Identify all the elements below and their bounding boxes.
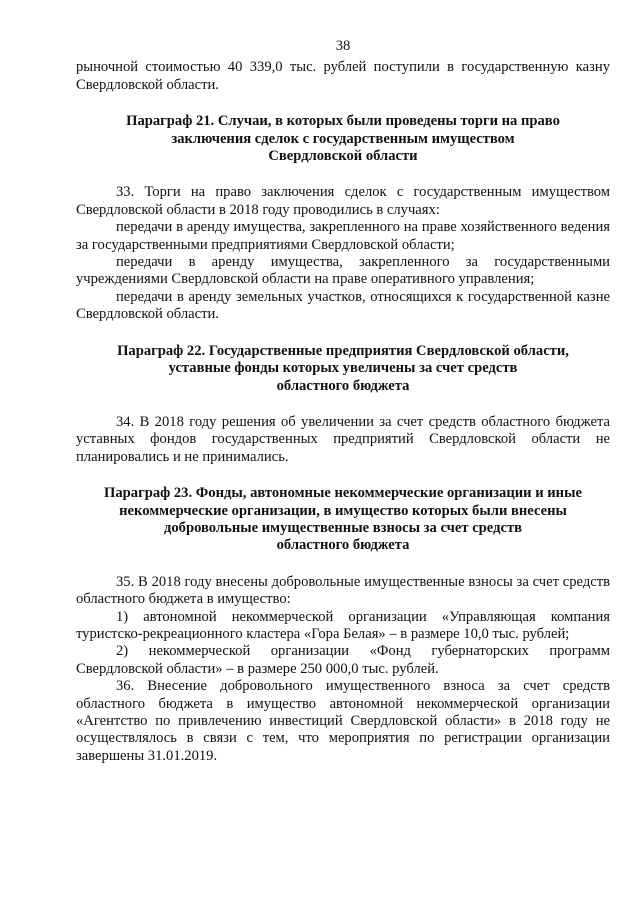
heading-line: Параграф 23. Фонды, автономные некоммерческие организации и иные — [104, 485, 582, 502]
section-heading — [76, 113, 610, 165]
heading-line: некоммерческие организации, в имущество которых были внесены — [119, 502, 567, 519]
heading-line: заключения сделок с государственным имуществом — [171, 130, 515, 147]
list-item: 2) некоммерческой организации «Фонд губернаторских программ Свердловской области» – в размере 250 000,0 тыс. рублей. — [76, 643, 610, 677]
heading-line: Параграф 22. Государственные предприятия Свердловской области, — [117, 342, 569, 359]
list-item: передачи в аренду имущества, закрепленного на праве хозяйственного ведения за государственными предприятиями Свердловской области; — [76, 219, 610, 253]
section-heading — [76, 485, 610, 555]
list-item: передачи в аренду имущества, закрепленного за государственными учреждениями Свердловской области на праве оперативного управления; — [76, 254, 610, 288]
heading-line: добровольные имущественные взносы за счет средств — [164, 519, 522, 536]
list-item: 1) автономной некоммерческой организации «Управляющая компания туристско-рекреационного кластера «Гора Белая» – в размере 10,0 тыс. рублей; — [76, 608, 610, 642]
paragraph-34: 34. В 2018 году решения об увеличении за счет средств областного бюджета уставных фондов государственных предприятий Свердловской области не планировались и не принимались. — [76, 413, 610, 465]
paragraph-33: 33. Торги на право заключения сделок с государственным имуществом Свердловской области в 2018 году проводились в случаях: — [76, 184, 610, 218]
section-23 — [76, 485, 610, 765]
heading-line: уставные фонды которых увеличены за счет средств — [168, 360, 518, 377]
page-number: 38 — [335, 38, 351, 54]
heading-line: областного бюджета — [276, 377, 410, 394]
heading-line: областного бюджета — [276, 537, 410, 554]
heading-line: Параграф 21. Случаи, в которых были проведены торги на право — [126, 113, 560, 130]
intro-paragraph: рыночной стоимостью 40 339,0 тыс. рублей поступили в государственную казну Свердловской области. — [76, 59, 610, 93]
section-21 — [76, 113, 610, 323]
section-22 — [76, 343, 610, 466]
paragraph-36: 36. Внесение добровольного имущественного взноса за счет средств областного бюджета в имущество автономной некоммерческой организации «Агентство по привлечению инвестиций Свердловской области» в 2018 году не осуществлялось в связи с тем, что мероприятия по регистрации организации завершены 31.01.2019. — [76, 678, 610, 764]
paragraph-35: 35. В 2018 году внесены добровольные имущественные взносы за счет средств областного бюджета в имущество: — [76, 573, 610, 608]
section-heading — [76, 343, 610, 395]
heading-line: Свердловской области — [268, 148, 418, 165]
document-page — [76, 38, 610, 765]
list-item: передачи в аренду земельных участков, относящихся к государственной казне Свердловской области. — [76, 288, 610, 323]
